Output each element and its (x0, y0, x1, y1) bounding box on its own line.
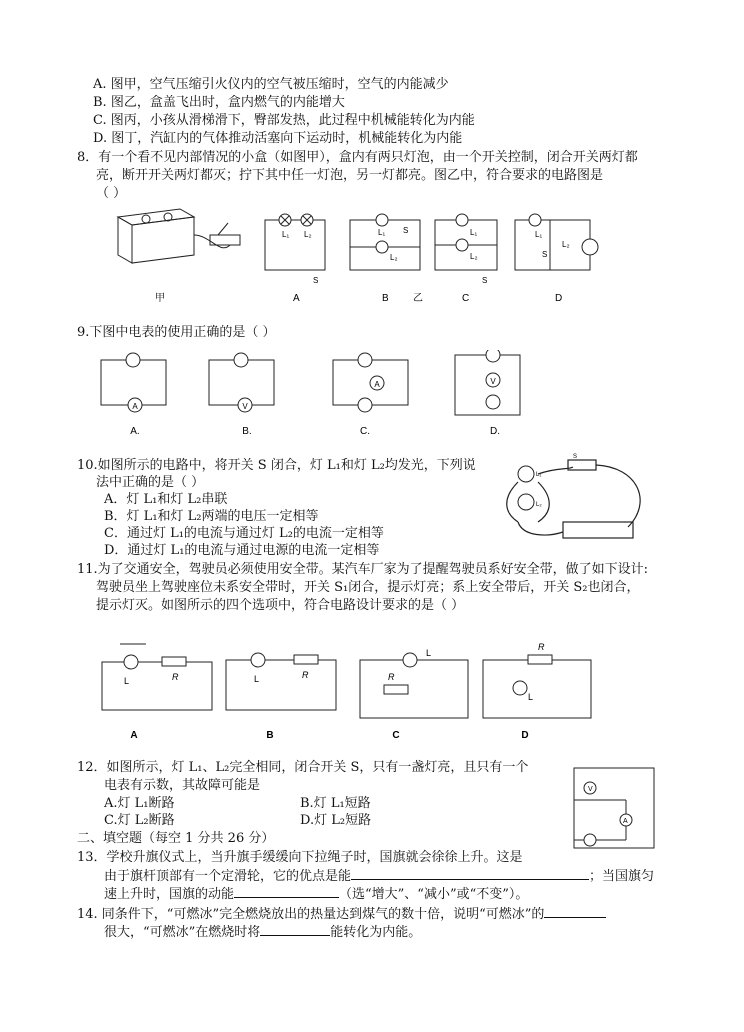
svg-text:R: R (302, 670, 309, 680)
q10-stem-line2: 法中正确的是（ ） (96, 475, 205, 490)
q8-label-a: A (293, 293, 300, 304)
q8-stem-line2: 亮，断开开关两灯都灭；拧下其中任一灯泡，另一灯都亮。图乙中，符合要求的电路图是 (96, 168, 604, 183)
q8-answer-blank: （ ） (96, 186, 127, 201)
q8-stem-line1: 8．有一个看不见内部情况的小盒（如图甲），盒内有两只灯泡，由一个开关控制，闭合开关两灯都 (77, 150, 638, 165)
q14-line2: 很大，“可燃冰”在燃烧时将 能转化为内能。 (104, 925, 422, 940)
q11-stem-line2: 驾驶员坐上驾驶座位未系安全带时，开关 S₁闭合，提示灯亮；系上安全带后，开关 S₂也闭合， (96, 580, 640, 595)
q9-label-d: D. (490, 426, 500, 437)
q10-option-b: B．灯 L₁和灯 L₂两端的电压一定相等 (104, 509, 319, 524)
svg-text:L₁: L₁ (470, 228, 478, 237)
svg-text:L: L (528, 692, 534, 702)
svg-text:L₂: L₂ (562, 240, 570, 249)
svg-text:L₁: L₁ (282, 230, 290, 239)
q13-blank-1[interactable] (351, 867, 589, 880)
q13-line2: 由于旗杆顶部有一个定滑轮，它的优点是能 ；当国旗匀 (104, 869, 655, 884)
q9-label-b: B. (242, 426, 252, 437)
q12-stem-line2: 电表有示数，其故障可能是 (104, 778, 261, 793)
svg-text:V: V (490, 377, 496, 386)
q12-option-d: D.灯 L₂短路 (300, 813, 372, 828)
svg-text:L₂: L₂ (536, 502, 542, 508)
q8-circuit-c (435, 214, 497, 270)
q11-figures (98, 622, 598, 744)
q10-stem-line1: 10.如图所示的电路中，将开关 S 闭合，灯 L₁和灯 L₂均发光，下列说 (77, 458, 476, 473)
q8-circuit-b (350, 214, 420, 270)
q9-stem: 9.下图中电表的使用正确的是（ ） (77, 325, 276, 340)
q12-option-c: C.灯 L₂断路 (104, 813, 175, 828)
svg-text:L₂: L₂ (304, 230, 312, 239)
svg-text:L₁: L₁ (535, 230, 543, 239)
svg-text:S: S (313, 276, 319, 285)
q8-box-figure (118, 209, 240, 263)
q11-label-a: A (130, 730, 138, 741)
q9-figures (95, 350, 535, 445)
q11-stem-line3: 提示灯灭。如图所示的四个选项中，符合电路设计要求的是（ ） (96, 598, 465, 613)
q11-stem-line1: 11.为了交通安全，驾驶员必须使用安全带。某汽车厂家为了提醒驾驶员系好安全带，做了如下设计: (77, 562, 649, 577)
svg-text:R: R (172, 672, 179, 682)
svg-text:R: R (388, 672, 395, 682)
q10-option-d: D．通过灯 L₁的电流与通过电源的电流一定相等 (104, 543, 380, 558)
svg-text:L: L (124, 676, 130, 686)
q11-label-c: C (392, 730, 400, 741)
svg-text:S: S (403, 226, 409, 235)
q13-line3: 速上升时，国旗的动能 （选“增大”、“减小”或“不变”）。 (104, 887, 529, 902)
q8-label-yi: 乙 (413, 293, 423, 304)
q7-option-c: C. 图丙，小孩从滑梯滑下，臀部发热，此过程中机械能转化为内能 (93, 113, 475, 128)
q8-circuit-d (515, 214, 598, 270)
svg-text:L₁: L₁ (536, 472, 542, 478)
q10-figure (498, 452, 658, 547)
q8-label-b: B (382, 293, 389, 304)
q10-option-c: C．通过灯 L₁的电流与通过灯 L₂的电流一定相等 (104, 526, 384, 541)
q8-figures (110, 205, 620, 315)
q7-option-d: D. 图丁，汽缸内的气体推动活塞向下运动时，机械能转化为内能 (93, 131, 463, 146)
svg-text:A: A (132, 402, 138, 411)
svg-text:L₂: L₂ (470, 252, 478, 261)
q7-option-a: A. 图甲，空气压缩引火仪内的空气被压缩时，空气的内能减少 (93, 77, 449, 92)
q11-label-d: D (521, 730, 529, 741)
q8-label-c: C (462, 293, 470, 304)
q9-label-c: C. (360, 426, 370, 437)
svg-text:S: S (573, 454, 578, 460)
q9-label-a: A. (130, 426, 140, 437)
q14-blank-2[interactable] (260, 923, 330, 936)
svg-text:S: S (542, 250, 548, 259)
svg-text:L₁: L₁ (378, 228, 386, 237)
q12-option-a: A.灯 L₁断路 (104, 796, 175, 811)
svg-text:L: L (254, 674, 260, 684)
section-title-fill-in: 二、填空题（每空 1 分共 26 分） (77, 831, 275, 846)
svg-text:S: S (482, 276, 488, 285)
svg-text:V: V (242, 402, 248, 411)
q12-option-b: B.灯 L₁短路 (300, 796, 371, 811)
q8-label-jia: 甲 (155, 293, 165, 304)
q12-figure (566, 760, 666, 860)
q13-line1: 13．学校升旗仪式上，当升旗手缓缓向下拉绳子时，国旗就会徐徐上升。这是 (77, 850, 523, 865)
q7-option-b: B. 图乙，盒盖飞出时，盒内燃气的内能增大 (93, 95, 345, 110)
svg-text:V: V (588, 786, 593, 793)
q12-stem-line1: 12．如图所示，灯 L₁、L₂完全相同，闭合开关 S，只有一盏灯亮，且只有一个 (77, 760, 529, 775)
q14-line1: 14. 同条件下，“可燃冰”完全燃烧放出的热量达到煤气的数十倍，说明“可燃冰”的 (77, 905, 606, 923)
svg-text:R: R (538, 642, 545, 652)
q11-label-b: B (266, 730, 274, 741)
q13-blank-2[interactable] (234, 885, 339, 898)
svg-text:A: A (623, 818, 628, 825)
q14-blank-1[interactable] (544, 905, 606, 918)
q8-label-d: D (555, 293, 563, 304)
svg-text:L: L (426, 648, 432, 658)
svg-text:L₂: L₂ (390, 253, 398, 262)
q8-circuit-a (265, 214, 325, 270)
q10-option-a: A．灯 L₁和灯 L₂串联 (104, 492, 228, 507)
svg-text:A: A (374, 380, 380, 389)
